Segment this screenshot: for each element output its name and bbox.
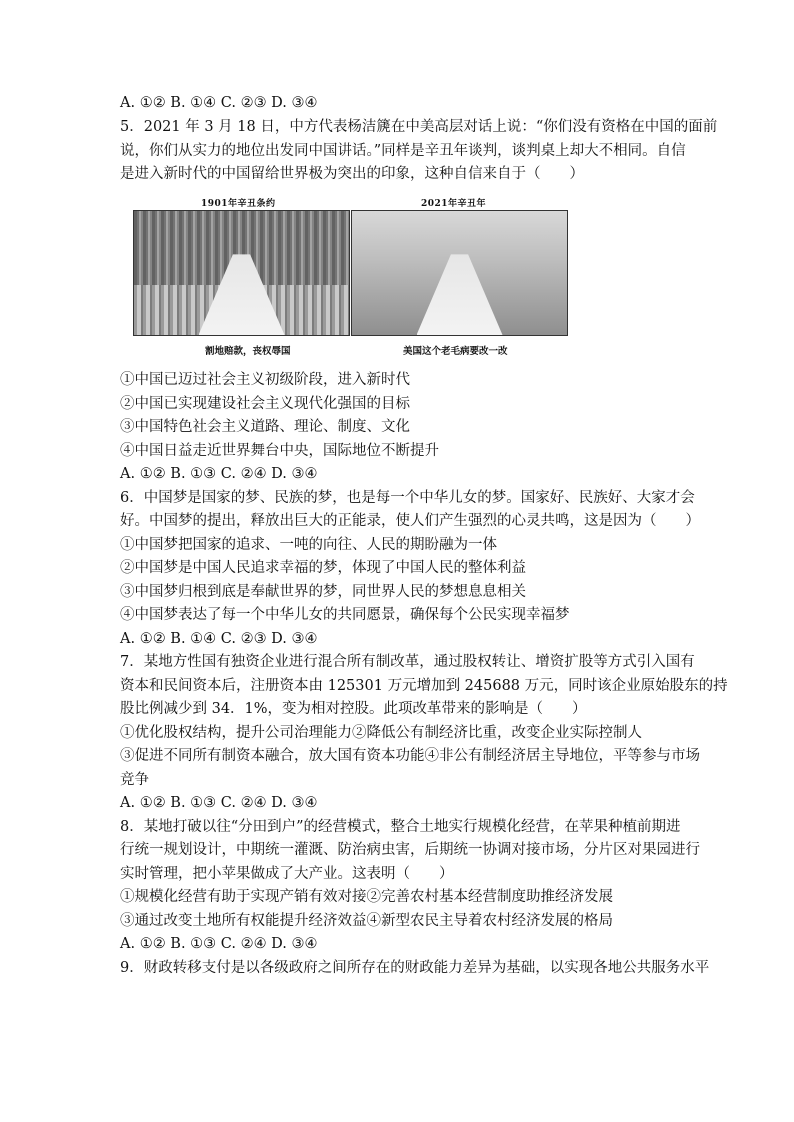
left-photo-caption: 割地赔款，丧权辱国	[205, 346, 291, 357]
q6-option-1: ①中国梦把国家的追求、一吨的向往、人民的期盼融为一体	[120, 537, 497, 553]
comparison-figure	[133, 196, 581, 364]
q5-stem-line: 5．2021 年 3 月 18 日，中方代表杨洁篪在中美高层对话上说：“你们没有资格在中国的面前	[120, 119, 718, 135]
q7-options-line: 竞争	[120, 772, 149, 788]
q6-option-2: ②中国梦是中国人民追求幸福的梦，体现了中国人民的整体利益	[120, 560, 526, 576]
q7-stem-line: 资本和民间资本后，注册资本由 125301 万元增加到 245688 万元，同时该企业原始股东的持	[120, 678, 728, 694]
q8-answer-options: A. ①② B. ①③ C. ②④ D. ③④	[120, 936, 318, 952]
q5-stem-line: 说，你们从实力的地位出发同中国讲话。”同样是辛丑年谈判，谈判桌上却大不相同。自信	[120, 143, 686, 159]
q5-option-4: ④中国日益走近世界舞台中央，国际地位不断提升	[120, 443, 439, 459]
q8-stem-line: 8．某地打破以往“分田到户”的经营模式，整合土地实行规模化经营，在苹果种植前期进	[120, 819, 681, 835]
q7-answer-options: A. ①② B. ①③ C. ②④ D. ③④	[120, 795, 318, 811]
q6-answer-options: A. ①② B. ①④ C. ②③ D. ③④	[120, 631, 318, 647]
photo-2021	[351, 210, 568, 336]
q4-answer-options: A. ①② B. ①④ C. ②③ D. ③④	[120, 95, 318, 111]
q5-option-3: ③中国特色社会主义道路、理论、制度、文化	[120, 419, 410, 435]
q7-options-line: ③促进不同所有制资本融合，放大国有资本功能④非公有制经济居主导地位，平等参与市场	[120, 748, 700, 764]
q5-answer-options: A. ①② B. ①③ C. ②④ D. ③④	[120, 466, 318, 482]
q8-stem-line: 实时管理，把小苹果做成了大产业。这表明（ ）	[120, 866, 454, 882]
photo-1901	[133, 210, 350, 336]
left-photo-title: 1901年辛丑条约	[201, 199, 276, 209]
q7-options-line: ①优化股权结构，提升公司治理能力②降低公有制经济比重，改变企业实际控制人	[120, 725, 642, 741]
q9-stem-line: 9．财政转移支付是以各级政府之间所存在的财政能力差异为基础，以实现各地公共服务水平	[120, 960, 710, 976]
q6-option-3: ③中国梦归根到底是奉献世界的梦，同世界人民的梦想息息相关	[120, 584, 526, 600]
q6-stem-line: 6．中国梦是国家的梦、民族的梦，也是每一个中华儿女的梦。国家好、民族好、大家才会	[120, 490, 695, 506]
right-photo-title: 2021年辛丑年	[421, 199, 487, 209]
q8-options-line: ①规模化经营有助于实现产销有效对接②完善农村基本经营制度助推经济发展	[120, 889, 613, 905]
q6-stem-line: 好。中国梦的提出，释放出巨大的正能录，使人们产生强烈的心灵共鸣，这是因为（ ）	[120, 513, 700, 529]
q8-options-line: ③通过改变土地所有权能提升经济效益④新型农民主导着农村经济发展的格局	[120, 913, 613, 929]
q7-stem-line: 7．某地方性国有独资企业进行混合所有制改革，通过股权转让、增资扩股等方式引入国有	[120, 654, 695, 670]
q6-option-4: ④中国梦表达了每一个中华儿女的共同愿景，确保每个公民实现幸福梦	[120, 607, 570, 623]
q8-stem-line: 行统一规划设计，中期统一灌溉、防治病虫害，后期统一协调对接市场，分片区对果园进行	[120, 842, 700, 858]
q5-stem-line: 是进入新时代的中国留给世界极为突出的印象，这种自信来自于（ ）	[120, 166, 584, 182]
q5-option-2: ②中国已实现建设社会主义现代化强国的目标	[120, 396, 410, 412]
q7-stem-line: 股比例减少到 34．1%，变为相对控股。此项改革带来的影响是（ ）	[120, 701, 587, 717]
right-photo-caption: 美国这个老毛病要改一改	[403, 346, 508, 357]
q5-option-1: ①中国已迈过社会主义初级阶段，进入新时代	[120, 372, 410, 388]
